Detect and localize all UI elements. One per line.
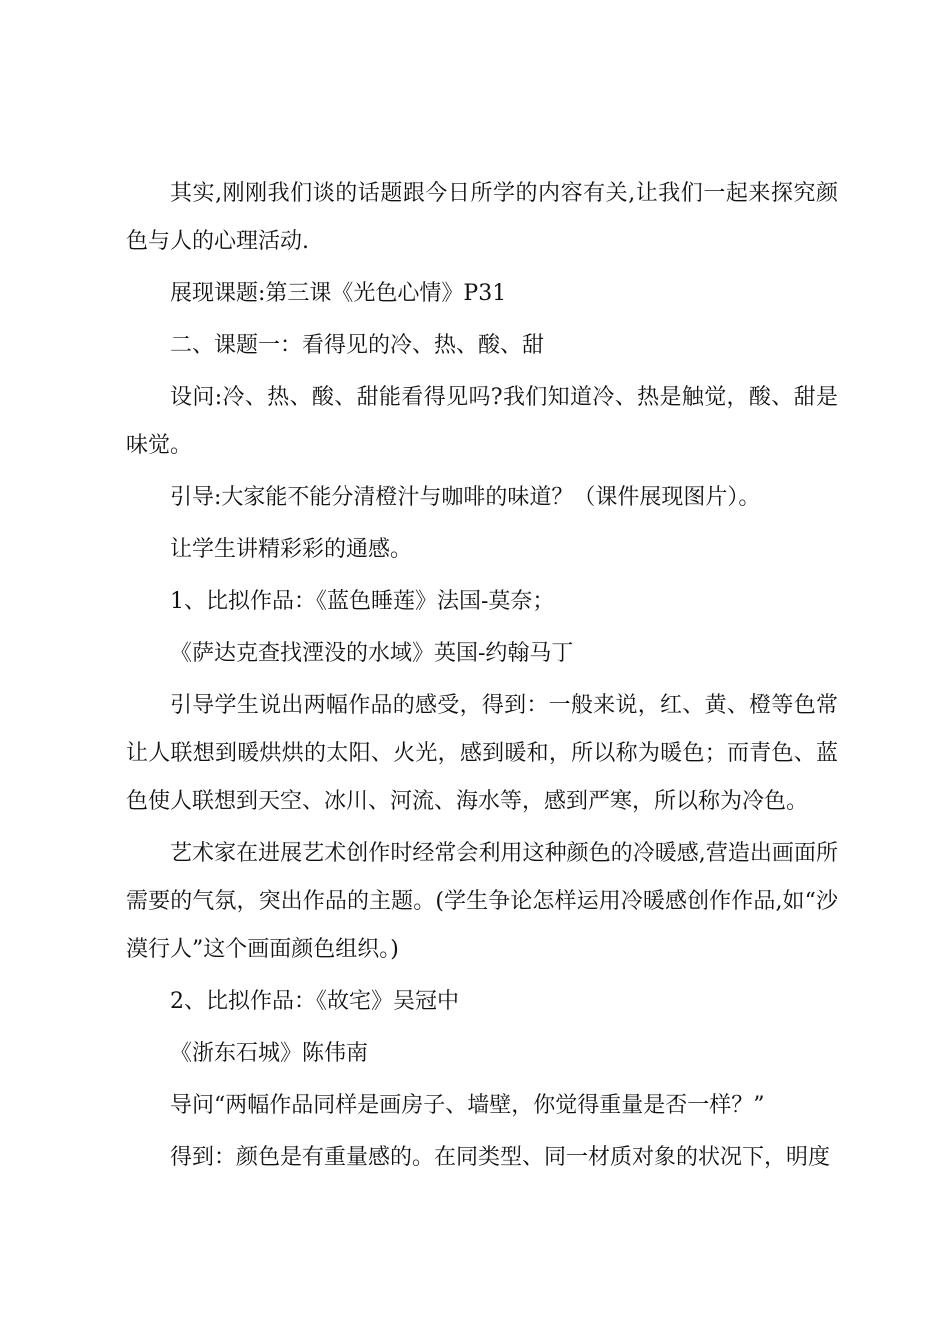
paragraph-topic-one: 二、课题一：看得见的冷、热、酸、甜: [170, 333, 545, 358]
paragraph-artist: 艺术家在进展艺术创作时经常会利用这种颜色的冷暖感,营造出画面所需要的气氛，突出作品的主题。(学生争论怎样运用冷暖感创作作品,如“沙漠行人”这个画面颜色组织。): [126, 841, 838, 962]
paragraph-compare-two-second: 《浙东石城》陈伟南: [170, 1041, 369, 1066]
paragraph-compare-one: 1、比拟作品：《蓝色睡莲》法国-莫奈；: [170, 589, 555, 614]
paragraph-warm-cold: 引导学生说出两幅作品的感受，得到：一般来说，红、黄、橙等色常让人联想到暖烘烘的太阳、火光，感到暖和，所以称为暖色；而青色、蓝色使人联想到天空、冰川、河流、海水等，感到严寒，所以称为冷色。: [126, 693, 838, 814]
document-body: [126, 170, 838, 1182]
paragraph-lesson-title: 展现课题:第三课《光色心情》P31: [170, 281, 507, 306]
paragraph-compare-one-second: 《萨达克查找湮没的水域》英国-约翰马丁: [170, 641, 574, 666]
paragraph-question: 设问:冷、热、酸、甜能看得见吗?我们知道冷、热是触觉，酸、甜是味觉。: [126, 385, 838, 458]
paragraph-intro: 其实,刚刚我们谈的话题跟今日所学的内容有关,让我们一起来探究颜色与人的心理活动.: [126, 181, 838, 254]
paragraph-guide: 引导:大家能不能分清橙汁与咖啡的味道？（课件展现图片）。: [170, 485, 761, 510]
paragraph-compare-two: 2、比拟作品：《故宅》吴冠中: [170, 989, 459, 1014]
paragraph-conclusion: 得到：颜色是有重量感的。在同类型、同一材质对象的状况下，明度: [170, 1145, 831, 1170]
paragraph-synesthesia: 让学生讲精彩彩的通感。: [170, 537, 413, 562]
paragraph-guided-question: 导问“两幅作品同样是画房子、墙壁，你觉得重量是否一样？”: [170, 1093, 765, 1118]
